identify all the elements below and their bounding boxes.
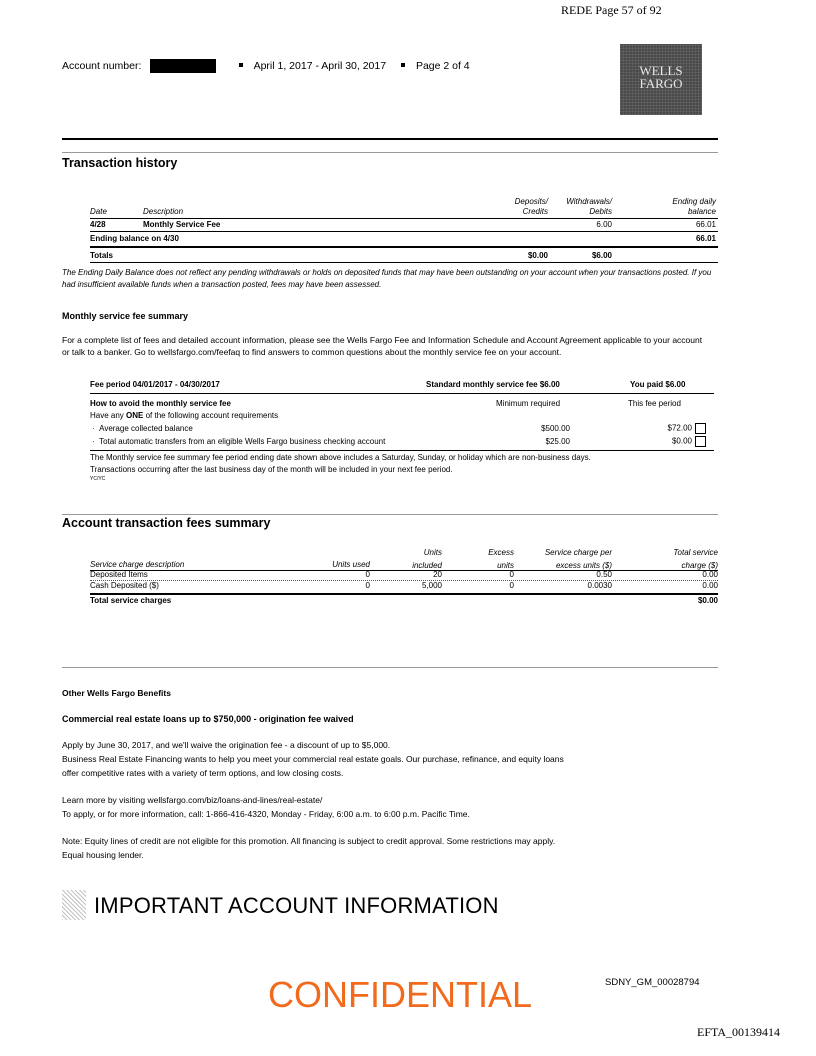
table-rule [90, 262, 718, 263]
fee-footnote-2: Transactions occurring after the last business day of the month will be included in your next fee period. [90, 465, 453, 474]
requirements-post: of the following account requirements [143, 411, 279, 420]
txn-date: 4/28 [90, 220, 106, 229]
col-withdrawals [560, 197, 612, 217]
account-header [62, 59, 470, 73]
page-stamp: REDE Page 57 of 92 [561, 3, 662, 17]
table-rule [90, 231, 718, 232]
req2-min: $25.00 [545, 437, 570, 446]
you-paid: You paid $6.00 [630, 380, 686, 389]
hdr-desc: Service charge description [90, 560, 185, 569]
hdr-excess-l2: units [497, 561, 514, 570]
benefits-p1: Apply by June 30, 2017, and we'll waive the origination fee - a discount of up to $5,000. [62, 740, 391, 750]
transaction-history-title: Transaction history [62, 156, 178, 170]
benefits-title: Other Wells Fargo Benefits [62, 688, 171, 698]
hdr-per-l2: excess units ($) [555, 561, 612, 570]
txn-balance: 66.01 [695, 220, 716, 229]
col-balance-l1: Ending daily [672, 197, 716, 206]
col-deposits [490, 197, 548, 217]
checkbox-icon [695, 423, 706, 434]
bates-number: SDNY_GM_00028794 [605, 977, 700, 988]
col-withdrawals-l2: Debits [589, 207, 612, 216]
statement-period: April 1, 2017 - April 30, 2017 [253, 59, 387, 72]
section-rule [62, 514, 718, 515]
info-graphic-icon [62, 890, 86, 920]
col-balance [650, 197, 716, 217]
table-rule [90, 593, 718, 595]
fee-row-total: 0.00 [702, 570, 718, 579]
hdr-used: Units used [332, 560, 370, 569]
dot-icon: · [92, 424, 95, 433]
fee-row-per: 0.0030 [587, 581, 612, 590]
header-rule [62, 138, 718, 140]
benefits-p2b: offer competitive rates with a variety of term options, and low closing costs. [62, 768, 344, 778]
benefits-p4a: Note: Equity lines of credit are not eligible for this promotion. All financing is subject to credit approval. Some restrictions may apply. [62, 836, 556, 846]
req1-min: $500.00 [541, 424, 570, 433]
txn-description: Monthly Service Fee [143, 220, 221, 229]
checkbox-icon [695, 436, 706, 447]
requirements-line [90, 411, 278, 420]
hdr-excess [470, 546, 514, 572]
col-balance-l2: balance [687, 207, 716, 216]
req2-label: Total automatic transfers from an eligible Wells Fargo business checking account [99, 437, 386, 446]
min-required-header: Minimum required [496, 399, 561, 408]
totals-withdrawals: $6.00 [591, 251, 612, 260]
fee-row-excess: 0 [509, 581, 514, 590]
logo-line-1: WELLS [639, 63, 683, 78]
col-date: Date [90, 207, 107, 216]
efta-number: EFTA_00139414 [697, 1025, 781, 1039]
requirements-pre: Have any [90, 411, 127, 420]
fee-footnote-1: The Monthly service fee summary fee period ending date shown above includes a Saturday, Sunday, or holiday which are non-business days. [90, 453, 591, 462]
this-period-header: This fee period [628, 399, 681, 408]
redaction-bar [150, 59, 216, 73]
fee-row-used: 0 [365, 581, 370, 590]
hdr-included-l2: included [412, 561, 442, 570]
fee-rule [90, 393, 714, 394]
totals-deposits: $0.00 [527, 251, 548, 260]
benefits-p3b: To apply, or for more information, call: 1-866-416-4320, Monday - Friday, 6:00 a.m. to 6:00 p.m. Pacific Time. [62, 809, 470, 819]
page-number: Page 2 of 4 [415, 59, 470, 72]
important-info-title: IMPORTANT ACCOUNT INFORMATION [94, 893, 499, 918]
fee-row-used: 0 [365, 570, 370, 579]
total-service-charges-value: $0.00 [697, 596, 718, 605]
req1-this-value: $72.00 [667, 423, 692, 433]
hdr-total-l1: Total service [673, 548, 718, 557]
fees-summary-title: Account transaction fees summary [62, 516, 271, 530]
req1-label: Average collected balance [99, 424, 193, 433]
fee-row-per: 0.50 [596, 570, 612, 579]
fee-period: Fee period 04/01/2017 - 04/30/2017 [90, 380, 220, 389]
totals-label: Totals [90, 251, 113, 260]
avoid-fee-title: How to avoid the monthly service fee [90, 399, 231, 408]
fee-row-included: 5,000 [421, 581, 442, 590]
req2-this-value: $0.00 [671, 436, 692, 446]
balance-note: The Ending Daily Balance does not reflect any pending withdrawals or holds on deposited funds that may have been outstanding on your account when your transactions posted. If you had insufficient available funds when a transaction posted, fees may have been assessed. [62, 268, 712, 289]
total-service-charges-label: Total service charges [90, 596, 172, 605]
table-rule [90, 246, 718, 248]
hdr-per [520, 546, 612, 572]
hdr-total-l2: charge ($) [681, 561, 718, 570]
fee-code: YC/YC [90, 476, 106, 482]
bullet-icon [239, 63, 243, 67]
req2-this [620, 436, 706, 447]
hdr-excess-l1: Excess [488, 548, 514, 557]
hdr-included [400, 546, 442, 572]
logo-line-2: FARGO [639, 76, 683, 91]
ending-balance-value: 66.01 [695, 234, 716, 243]
fee-row-total: 0.00 [702, 581, 718, 590]
benefits-p4b: Equal housing lender. [62, 850, 144, 860]
benefits-p3a: Learn more by visiting wellsfargo.com/biz/loans-and-lines/real-estate/ [62, 795, 323, 805]
hdr-included-l1: Units [423, 548, 442, 557]
hdr-per-l1: Service charge per [544, 548, 612, 557]
bullet-icon [401, 63, 405, 67]
fee-row-excess: 0 [509, 570, 514, 579]
requirements-one: ONE [126, 411, 144, 420]
standard-fee: Standard monthly service fee $6.00 [426, 380, 560, 389]
section-rule [62, 667, 718, 668]
monthly-fee-title: Monthly service fee summary [62, 311, 189, 321]
col-deposits-l2: Credits [522, 207, 548, 216]
ending-balance-label: Ending balance on 4/30 [90, 234, 179, 243]
col-withdrawals-l1: Withdrawals/ [566, 197, 612, 206]
fee-row-desc: Deposited Items [90, 570, 148, 579]
dot-icon: · [92, 437, 95, 446]
benefits-headline: Commercial real estate loans up to $750,000 - origination fee waived [62, 714, 354, 724]
txn-withdrawal: 6.00 [596, 220, 612, 229]
fee-row-included: 20 [433, 570, 442, 579]
fee-rule [90, 450, 714, 451]
monthly-fee-intro: For a complete list of fees and detailed account information, please see the Wells Fargo Fee and Information Schedule and Account Agreement applicable to your account or talk to a banker. Go to wellsfargo.com/feefaq to find answers to common questions about the monthly service fee on your account. [62, 335, 703, 357]
req-average-balance [92, 424, 193, 433]
col-description: Description [143, 207, 184, 216]
table-rule [90, 218, 718, 219]
confidential-stamp: CONFIDENTIAL [268, 974, 533, 1015]
col-deposits-l1: Deposits/ [514, 197, 548, 206]
fee-row-desc: Cash Deposited ($) [90, 581, 159, 590]
req-auto-transfers [92, 437, 385, 446]
benefits-p2a: Business Real Estate Financing wants to help you meet your commercial real estate goals. Our purchase, refinance, and equity loans [62, 754, 564, 764]
account-label: Account number: [62, 59, 142, 72]
hdr-total [640, 546, 718, 572]
wells-fargo-logo [620, 44, 702, 115]
section-rule [62, 152, 718, 153]
req1-this [620, 423, 706, 434]
